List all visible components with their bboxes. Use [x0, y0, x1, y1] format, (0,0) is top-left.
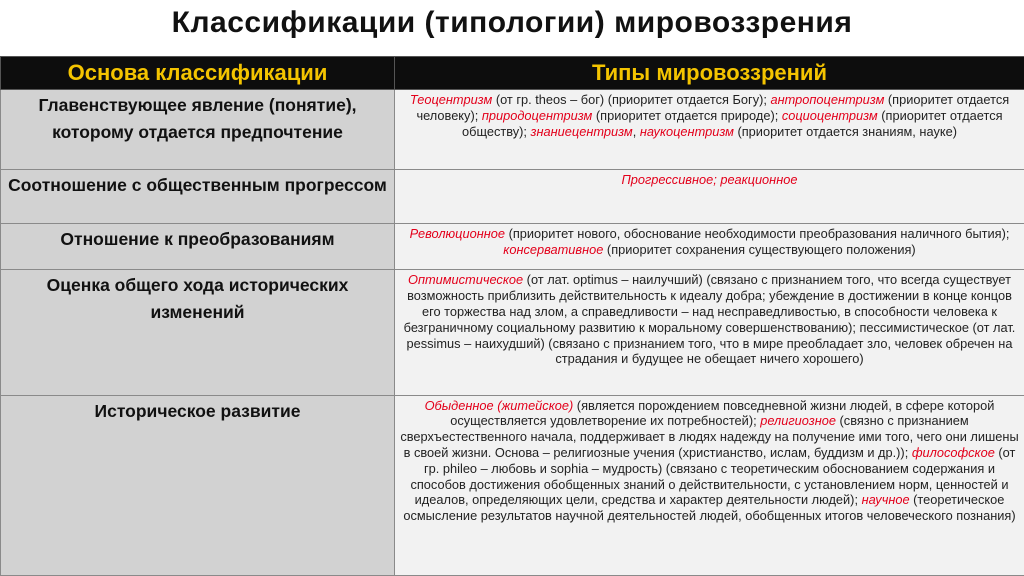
description-text: (приоритет нового, обоснование необходимости преобразования наличного бытия);: [505, 226, 1010, 242]
description-text: (от гр. theos – бог) (приоритет отдается Богу);: [492, 92, 771, 107]
row-basis-cell: Отношение к преобразованиям: [1, 224, 395, 270]
row-types-cell: [395, 90, 1024, 170]
row-types-cell: [395, 270, 1024, 395]
row-types-cell: [395, 395, 1024, 575]
page-title: Классификации (типологии) мировоззрения: [171, 6, 853, 39]
description-text: (приоритет отдается обществу);: [462, 107, 1003, 139]
description-text: (является порождением повседневной жизни людей, в сфере которой осуществляется удовлетворение их потребностей);: [450, 397, 995, 429]
highlighted-term: природоцентризм: [481, 107, 593, 123]
highlighted-term: философское: [911, 445, 995, 460]
row-basis-cell: Историческое развитие: [1, 395, 395, 575]
description-text: (приоритет отдается человеку);: [416, 92, 1010, 123]
highlighted-term: антропоцентризм: [770, 92, 885, 107]
row-types-cell: [395, 170, 1024, 224]
highlighted-term: наукоцентризм: [639, 123, 734, 139]
row-types-cell: [395, 224, 1024, 270]
description-text: (от лат. optimus – наилучший) (связано с признанием того, что всегда существует возможность приблизить действительность к идеалу добра; убеждение в достижении в конце концов его торжества над злом, а справедливости – над несправедливостью, в способности человека к безграничному социальному развитию к моральному совершенствованию); пессимистическое (от лат. pessimus – наихудший) (связано с признанием того, что в мире преобладает зло, человек обречен на страдания и будущее не обещает ничего хорошего): [403, 272, 1016, 367]
table-row: [1, 90, 1024, 170]
description-text: (приоритет сохранения существующего положения): [603, 242, 916, 258]
description-text: (теоретическое осмысление результатов научной деятельностей людей, обобщенных итогов человеческого познания): [403, 492, 1016, 524]
highlighted-term: консервативное: [503, 242, 604, 258]
description-text: (приоритет отдается природе);: [592, 107, 782, 123]
highlighted-term: Прогрессивное; реакционное: [621, 172, 798, 188]
table-row: [1, 270, 1024, 395]
highlighted-term: Теоцентризм: [409, 92, 493, 107]
highlighted-term: религиозное: [760, 413, 836, 429]
highlighted-term: Обыденное (житейское): [424, 397, 574, 413]
highlighted-term: социоцентризм: [781, 107, 878, 123]
classification-table: [0, 56, 1024, 576]
header-types: Типы мировоззрений: [395, 57, 1024, 90]
row-basis-cell: Главенствующее явление (понятие), которому отдается предпочтение: [1, 90, 395, 170]
description-text: (от гр. phileo – любовь и sophia – мудрость) (связано с теоретическим обоснованием содержания и способов достижения обобщенных знаний о действительности, с установлением норм, ценностей и идеалов, определяющих цели, средства и характер деятельности людей);: [410, 445, 1016, 508]
highlighted-term: Оптимистическое: [408, 272, 524, 288]
table-header-row: [1, 57, 1024, 90]
highlighted-term: научное: [861, 492, 910, 508]
table-row: [1, 395, 1024, 575]
description-text: ,: [632, 123, 640, 139]
highlighted-term: Революционное: [409, 226, 506, 242]
table-row: [1, 224, 1024, 270]
table-row: [1, 170, 1024, 224]
description-text: (приоритет отдается знаниям, науке): [733, 123, 957, 139]
description-text: (связно с признанием сверхъестественного начала, поддерживает в людях надежду на получение ими того, чего они лишены в своей жизни. Основа – религиозные учения (христианство, ислам, буддизм и др.));: [400, 413, 1019, 460]
row-basis-cell: Оценка общего хода исторических изменений: [1, 270, 395, 395]
row-basis-cell: Соотношение с общественным прогрессом: [1, 170, 395, 224]
highlighted-term: знаниецентризм: [530, 123, 633, 139]
header-basis: Основа классификации: [1, 57, 395, 90]
